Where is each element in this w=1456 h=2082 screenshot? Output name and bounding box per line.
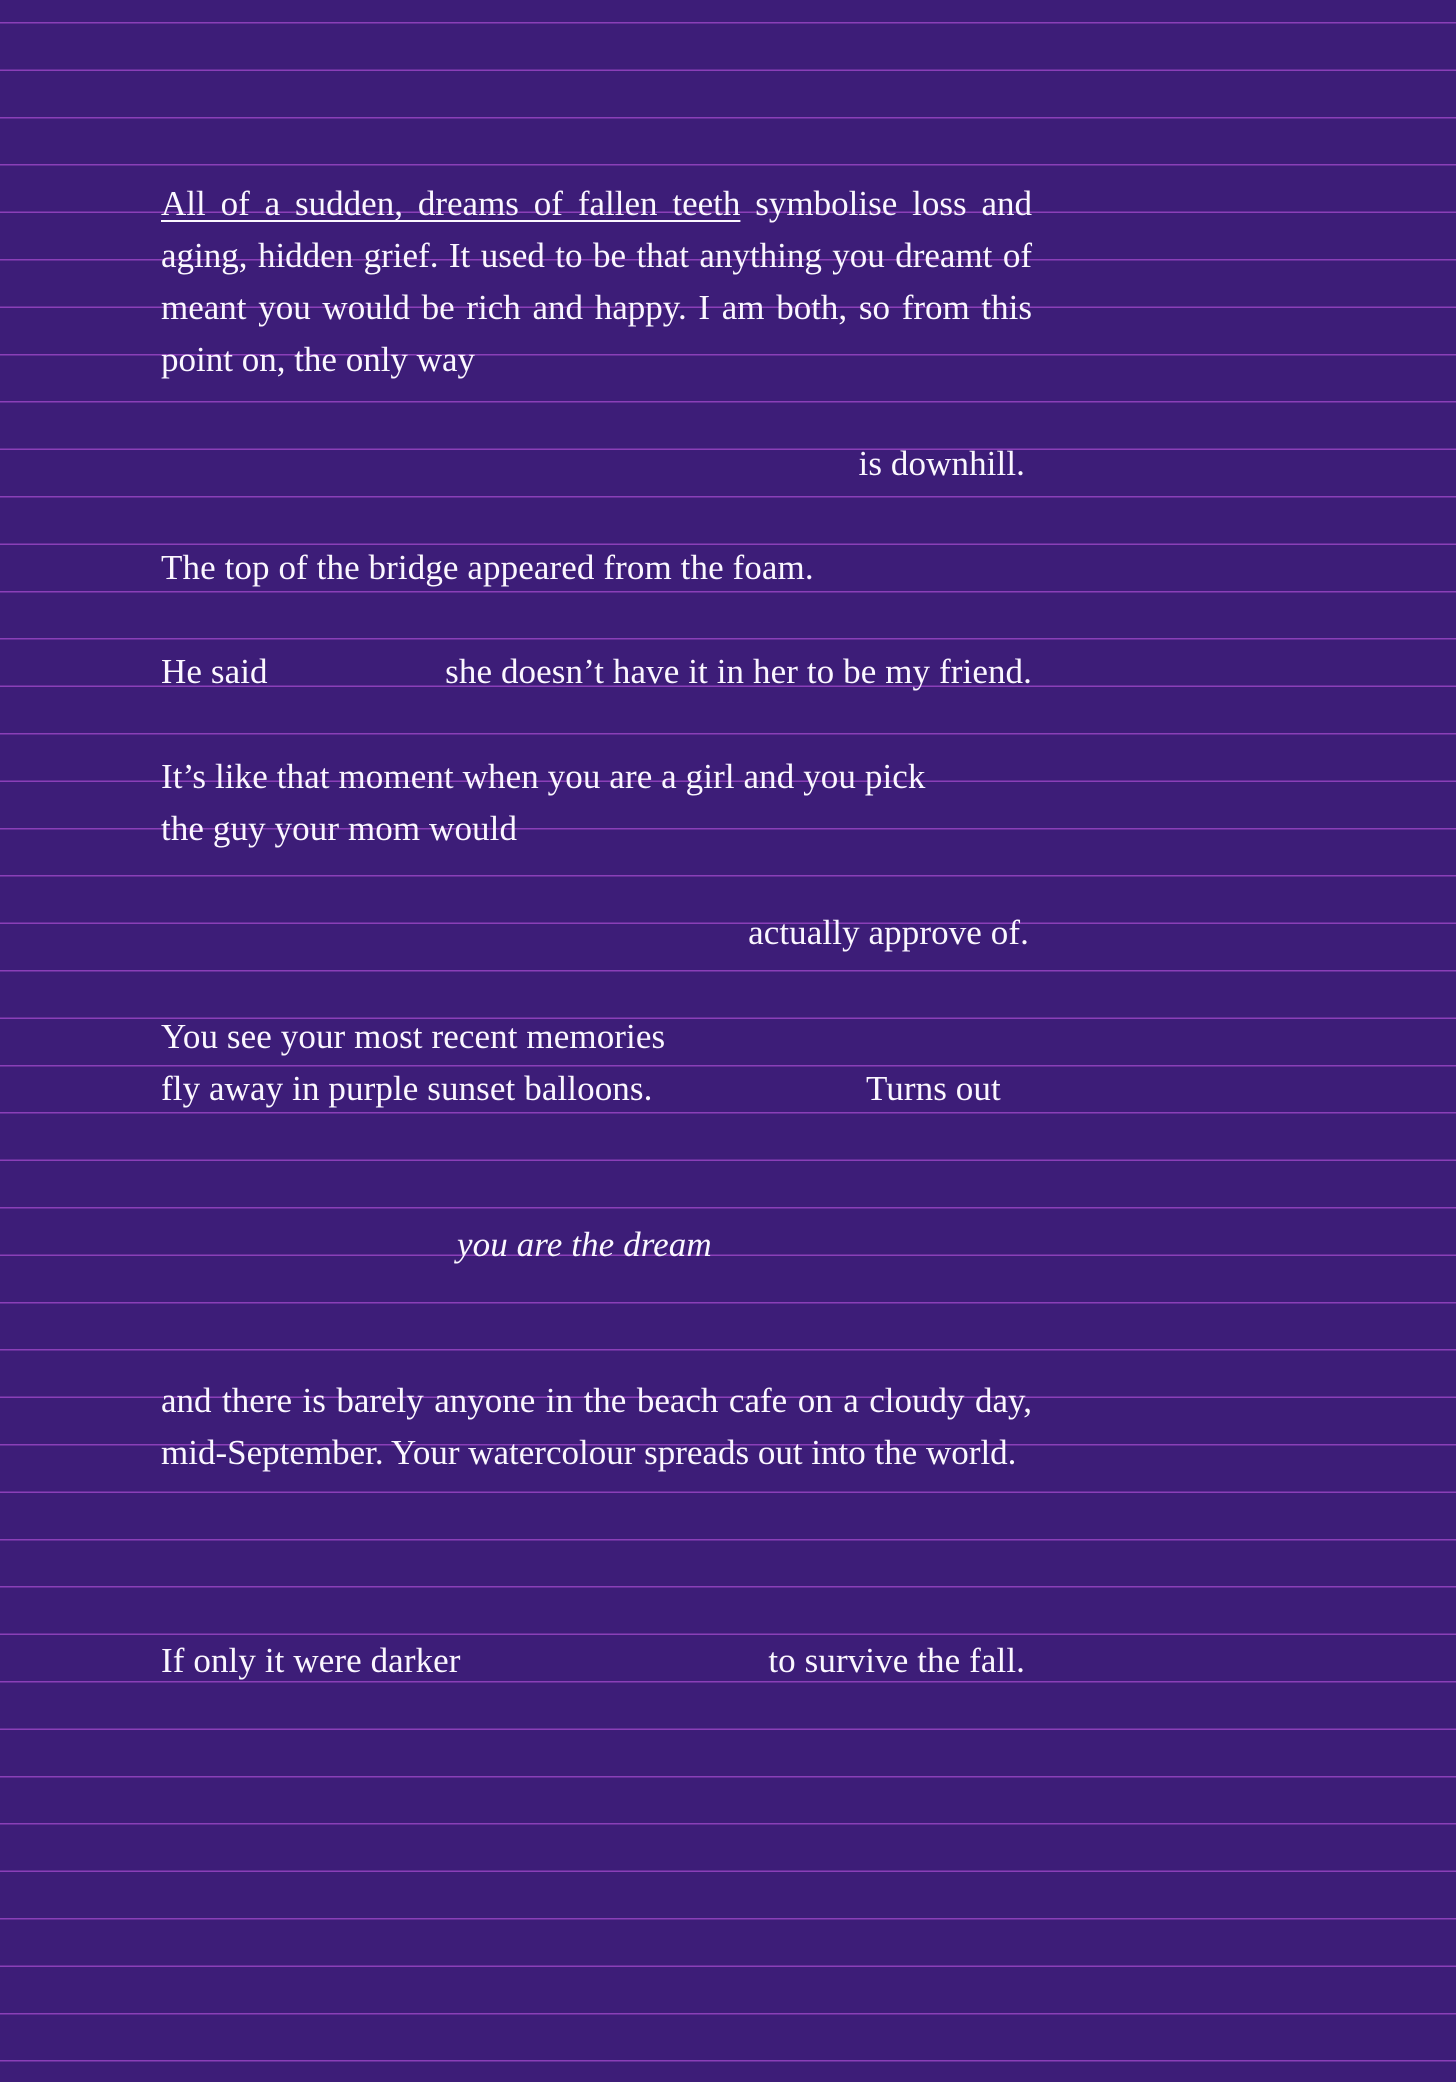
line-downhill: is downhill. (858, 444, 1025, 483)
line-dream: you are the dream (457, 1225, 712, 1264)
line-bridge: The top of the bridge appeared from the foam. (161, 548, 814, 587)
line-balloons: fly away in purple sunset balloons. (161, 1069, 653, 1108)
line-fall: to survive the fall. (768, 1641, 1025, 1680)
line-mom-would: the guy your mom would (161, 809, 518, 848)
line-turns-out: Turns out (866, 1069, 1001, 1108)
line-moment: It’s like that moment when you are a girl and you pick (161, 757, 926, 796)
line-friend: she doesn’t have it in her to be my friend. (445, 652, 1032, 691)
line-darker: If only it were darker (161, 1641, 461, 1680)
line-approve: actually approve of. (748, 913, 1029, 952)
stanza-cafe: and there is barely anyone in the beach cafe on a cloudy day, mid-September. Your watercolour spreads out into the world. (161, 1381, 1032, 1472)
stanza-teeth-text: symbolise loss and aging, hidden grief. It used to be that anything you dreamt of meant you would be rich and happy. I am both, so from this point on, the only way (161, 184, 1032, 379)
line-he-said: He said (161, 652, 268, 691)
stanza-teeth (161, 178, 1032, 386)
line-memories: You see your most recent memories (161, 1017, 666, 1056)
underlined-phrase: All of a sudden, dreams of fallen teeth (161, 184, 741, 223)
